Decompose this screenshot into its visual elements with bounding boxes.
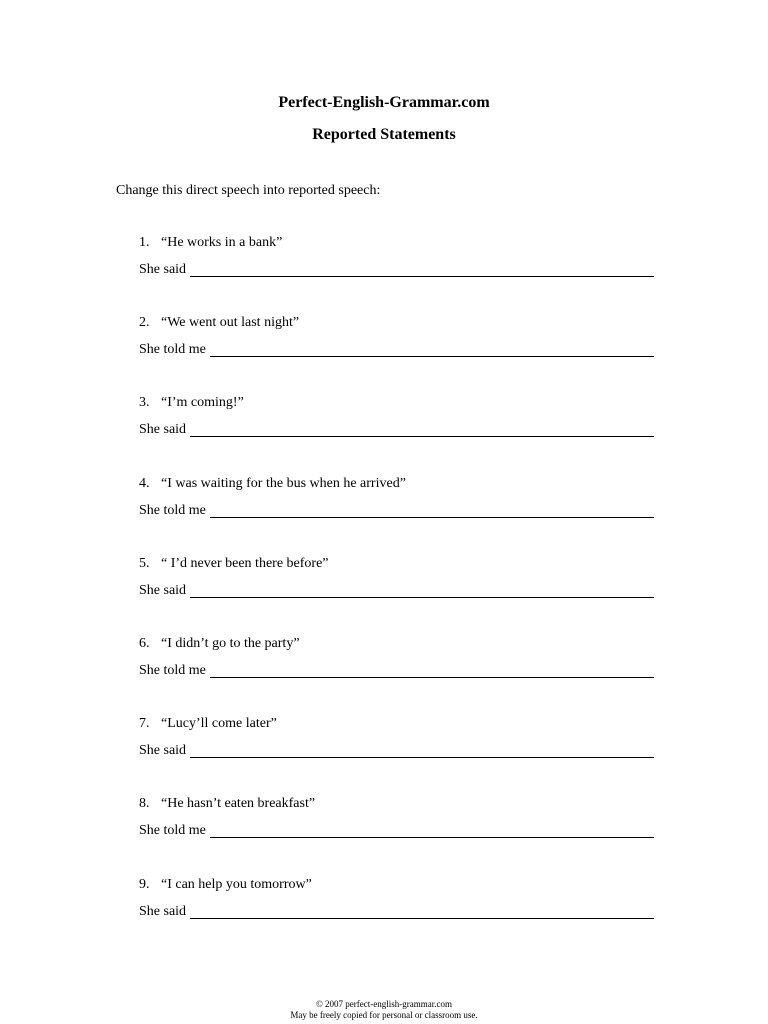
question-number: 9. <box>139 876 150 892</box>
footer <box>0 999 768 1021</box>
answer-blank[interactable] <box>190 583 654 598</box>
answer-row <box>139 261 654 279</box>
question-quote: “I can help you tomorrow” <box>161 876 312 892</box>
question-prompt <box>139 314 299 332</box>
footer-notice: May be freely copied for personal or classroom use. <box>290 1010 478 1020</box>
answer-blank[interactable] <box>190 743 654 758</box>
answer-prefix: She said <box>139 422 187 438</box>
footer-copyright: © 2007 perfect-english-grammar.com <box>315 999 453 1009</box>
answer-blank[interactable] <box>190 904 654 919</box>
answer-prefix: She said <box>139 262 187 277</box>
site-title: Perfect-English-Grammar.com <box>278 94 490 111</box>
answer-blank[interactable] <box>210 503 654 518</box>
question-item <box>139 635 659 715</box>
question-prompt <box>139 635 300 653</box>
answer-row <box>139 582 654 600</box>
answer-prefix: She told me <box>139 342 206 358</box>
question-item <box>139 475 659 555</box>
question-item <box>139 795 659 875</box>
question-item <box>139 715 659 795</box>
question-quote: “Lucy’ll come later” <box>161 716 277 732</box>
question-number: 3. <box>139 395 150 411</box>
question-prompt <box>139 715 277 733</box>
answer-blank[interactable] <box>190 422 654 437</box>
question-number: 7. <box>139 716 150 732</box>
question-quote: “I didn’t go to the party” <box>161 635 300 651</box>
question-prompt <box>139 394 244 412</box>
question-quote: “He works in a bank” <box>161 235 283 250</box>
answer-prefix: She told me <box>139 662 206 678</box>
answer-row <box>139 662 654 680</box>
question-item <box>139 555 659 635</box>
answer-prefix: She said <box>139 582 187 598</box>
question-prompt <box>139 475 406 493</box>
instruction-text: Change this direct speech into reported speech: <box>116 183 381 198</box>
answer-row <box>139 822 654 840</box>
question-number: 5. <box>139 555 150 571</box>
question-item <box>139 234 659 314</box>
answer-prefix: She said <box>139 903 187 919</box>
question-prompt <box>139 795 315 813</box>
answer-prefix: She told me <box>139 823 206 839</box>
answer-blank[interactable] <box>190 262 654 277</box>
question-item <box>139 314 659 394</box>
answer-row <box>139 502 654 520</box>
question-item <box>139 876 659 956</box>
question-item <box>139 394 659 474</box>
question-prompt <box>139 234 282 252</box>
answer-prefix: She said <box>139 743 187 759</box>
answer-row <box>139 903 654 921</box>
question-quote: “I’m coming!” <box>161 395 244 411</box>
question-number: 4. <box>139 475 150 491</box>
question-quote: “We went out last night” <box>161 315 300 331</box>
question-number: 2. <box>139 315 150 331</box>
question-number: 1. <box>139 235 150 250</box>
answer-row <box>139 341 654 359</box>
answer-blank[interactable] <box>210 663 654 678</box>
answer-blank[interactable] <box>210 342 654 357</box>
question-prompt <box>139 555 329 573</box>
question-number: 8. <box>139 796 150 812</box>
question-quote: “ I’d never been there before” <box>161 555 329 571</box>
answer-row <box>139 742 654 760</box>
question-number: 6. <box>139 635 150 651</box>
question-quote: “He hasn’t eaten breakfast” <box>161 796 316 812</box>
question-list <box>139 234 659 956</box>
question-quote: “I was waiting for the bus when he arrived” <box>161 475 406 491</box>
answer-prefix: She told me <box>139 502 206 518</box>
answer-blank[interactable] <box>210 823 654 838</box>
answer-row <box>139 421 654 439</box>
page-title: Reported Statements <box>312 126 456 143</box>
question-prompt <box>139 876 312 894</box>
